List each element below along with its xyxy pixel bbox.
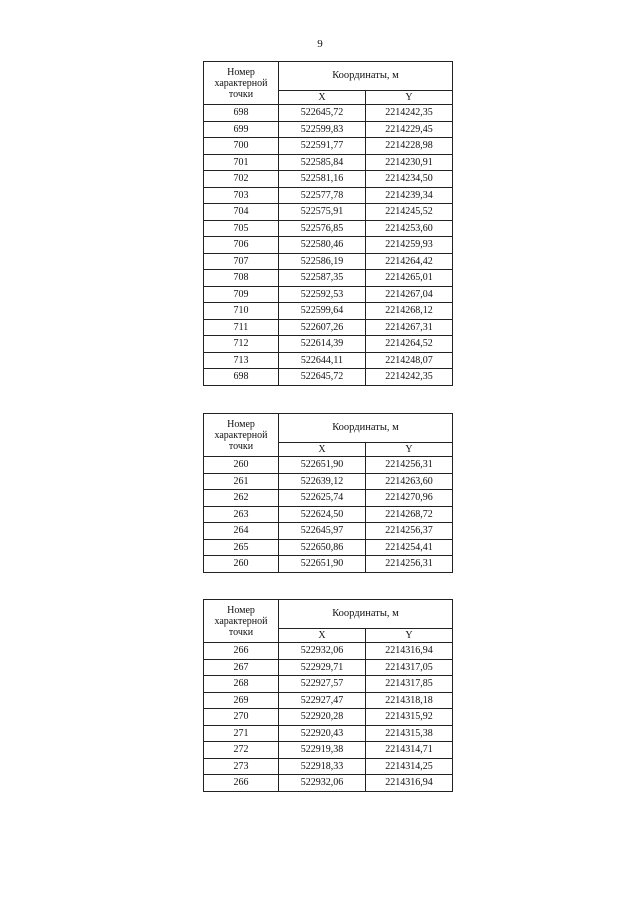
cell-x: 522581,16 [279, 171, 366, 188]
cell-point-number: 701 [204, 154, 279, 171]
cell-point-number: 272 [204, 742, 279, 759]
table-row [204, 473, 453, 490]
cell-x: 522592,53 [279, 286, 366, 303]
header-point-number: Номер характерной точки [204, 600, 279, 643]
cell-point-number: 266 [204, 643, 279, 660]
table-row [204, 676, 453, 693]
table-row [204, 758, 453, 775]
table-row [204, 105, 453, 122]
cell-x: 522927,47 [279, 692, 366, 709]
cell-y: 2214263,60 [366, 473, 453, 490]
cell-point-number: 699 [204, 121, 279, 138]
table-row [204, 369, 453, 386]
cell-x: 522614,39 [279, 336, 366, 353]
cell-x: 522575,91 [279, 204, 366, 221]
table-row [204, 775, 453, 792]
cell-y: 2214267,04 [366, 286, 453, 303]
page-number: 9 [317, 38, 323, 50]
cell-y: 2214242,35 [366, 369, 453, 386]
cell-y: 2214316,94 [366, 775, 453, 792]
table-row [204, 286, 453, 303]
table-row [204, 556, 453, 573]
cell-point-number: 264 [204, 523, 279, 540]
header-x: X [279, 91, 366, 105]
cell-x: 522651,90 [279, 457, 366, 474]
cell-x: 522576,85 [279, 220, 366, 237]
table-row [204, 237, 453, 254]
cell-point-number: 703 [204, 187, 279, 204]
header-coordinates: Координаты, м [279, 414, 453, 443]
table-row [204, 270, 453, 287]
cell-y: 2214314,71 [366, 742, 453, 759]
cell-point-number: 705 [204, 220, 279, 237]
table-row [204, 336, 453, 353]
table-row [204, 659, 453, 676]
cell-y: 2214314,25 [366, 758, 453, 775]
cell-y: 2214315,38 [366, 725, 453, 742]
table-row [204, 709, 453, 726]
cell-y: 2214264,42 [366, 253, 453, 270]
cell-point-number: 698 [204, 369, 279, 386]
cell-point-number: 708 [204, 270, 279, 287]
cell-x: 522927,57 [279, 676, 366, 693]
cell-point-number: 698 [204, 105, 279, 122]
cell-y: 2214316,94 [366, 643, 453, 660]
cell-point-number: 706 [204, 237, 279, 254]
table-row [204, 171, 453, 188]
cell-y: 2214230,91 [366, 154, 453, 171]
cell-point-number: 713 [204, 352, 279, 369]
cell-point-number: 709 [204, 286, 279, 303]
cell-y: 2214317,05 [366, 659, 453, 676]
cell-y: 2214256,31 [366, 457, 453, 474]
cell-y: 2214254,41 [366, 539, 453, 556]
cell-point-number: 702 [204, 171, 279, 188]
header-point-number: Номер характерной точки [204, 414, 279, 457]
cell-point-number: 704 [204, 204, 279, 221]
coordinates-table-3 [203, 599, 453, 792]
table-row [204, 319, 453, 336]
header-x: X [279, 443, 366, 457]
cell-point-number: 263 [204, 506, 279, 523]
cell-y: 2214256,37 [366, 523, 453, 540]
header-x: X [279, 629, 366, 643]
cell-x: 522650,86 [279, 539, 366, 556]
cell-point-number: 710 [204, 303, 279, 320]
cell-y: 2214239,34 [366, 187, 453, 204]
cell-x: 522587,35 [279, 270, 366, 287]
cell-x: 522932,06 [279, 775, 366, 792]
cell-x: 522918,33 [279, 758, 366, 775]
table-row [204, 187, 453, 204]
cell-x: 522639,12 [279, 473, 366, 490]
cell-point-number: 260 [204, 556, 279, 573]
cell-y: 2214317,85 [366, 676, 453, 693]
cell-point-number: 266 [204, 775, 279, 792]
cell-point-number: 268 [204, 676, 279, 693]
cell-y: 2214242,35 [366, 105, 453, 122]
cell-y: 2214245,52 [366, 204, 453, 221]
cell-x: 522577,78 [279, 187, 366, 204]
cell-point-number: 712 [204, 336, 279, 353]
table-row [204, 220, 453, 237]
cell-x: 522929,71 [279, 659, 366, 676]
cell-x: 522920,28 [279, 709, 366, 726]
cell-x: 522644,11 [279, 352, 366, 369]
cell-point-number: 261 [204, 473, 279, 490]
cell-x: 522599,83 [279, 121, 366, 138]
cell-point-number: 271 [204, 725, 279, 742]
table-row [204, 154, 453, 171]
cell-y: 2214229,45 [366, 121, 453, 138]
cell-x: 522932,06 [279, 643, 366, 660]
cell-y: 2214234,50 [366, 171, 453, 188]
coordinates-table-2 [203, 413, 453, 573]
table-row [204, 506, 453, 523]
table-row [204, 253, 453, 270]
table-row [204, 121, 453, 138]
cell-x: 522651,90 [279, 556, 366, 573]
cell-point-number: 270 [204, 709, 279, 726]
table-row [204, 457, 453, 474]
cell-x: 522586,19 [279, 253, 366, 270]
cell-point-number: 262 [204, 490, 279, 507]
cell-y: 2214268,12 [366, 303, 453, 320]
cell-x: 522645,72 [279, 105, 366, 122]
cell-y: 2214267,31 [366, 319, 453, 336]
coordinates-table-1 [203, 61, 453, 386]
cell-y: 2214318,18 [366, 692, 453, 709]
cell-x: 522591,77 [279, 138, 366, 155]
header-coordinates: Координаты, м [279, 600, 453, 629]
cell-x: 522585,84 [279, 154, 366, 171]
cell-y: 2214270,96 [366, 490, 453, 507]
table-row [204, 742, 453, 759]
table-row [204, 523, 453, 540]
header-y: Y [366, 629, 453, 643]
table-row [204, 692, 453, 709]
cell-x: 522625,74 [279, 490, 366, 507]
cell-y: 2214265,01 [366, 270, 453, 287]
cell-x: 522645,72 [279, 369, 366, 386]
cell-y: 2214253,60 [366, 220, 453, 237]
table-row [204, 204, 453, 221]
cell-x: 522919,38 [279, 742, 366, 759]
header-y: Y [366, 91, 453, 105]
cell-y: 2214248,07 [366, 352, 453, 369]
cell-point-number: 711 [204, 319, 279, 336]
cell-x: 522580,46 [279, 237, 366, 254]
table-row [204, 725, 453, 742]
cell-point-number: 269 [204, 692, 279, 709]
cell-y: 2214315,92 [366, 709, 453, 726]
cell-point-number: 700 [204, 138, 279, 155]
cell-y: 2214264,52 [366, 336, 453, 353]
table-row [204, 539, 453, 556]
cell-point-number: 273 [204, 758, 279, 775]
cell-point-number: 267 [204, 659, 279, 676]
cell-x: 522624,50 [279, 506, 366, 523]
table-row [204, 643, 453, 660]
header-point-number: Номер характерной точки [204, 62, 279, 105]
table-row [204, 490, 453, 507]
cell-x: 522920,43 [279, 725, 366, 742]
cell-x: 522607,26 [279, 319, 366, 336]
cell-y: 2214256,31 [366, 556, 453, 573]
cell-point-number: 260 [204, 457, 279, 474]
cell-x: 522599,64 [279, 303, 366, 320]
cell-y: 2214268,72 [366, 506, 453, 523]
table-row [204, 352, 453, 369]
header-y: Y [366, 443, 453, 457]
table-row [204, 303, 453, 320]
cell-point-number: 265 [204, 539, 279, 556]
cell-point-number: 707 [204, 253, 279, 270]
cell-y: 2214228,98 [366, 138, 453, 155]
table-row [204, 138, 453, 155]
cell-y: 2214259,93 [366, 237, 453, 254]
cell-x: 522645,97 [279, 523, 366, 540]
header-coordinates: Координаты, м [279, 62, 453, 91]
